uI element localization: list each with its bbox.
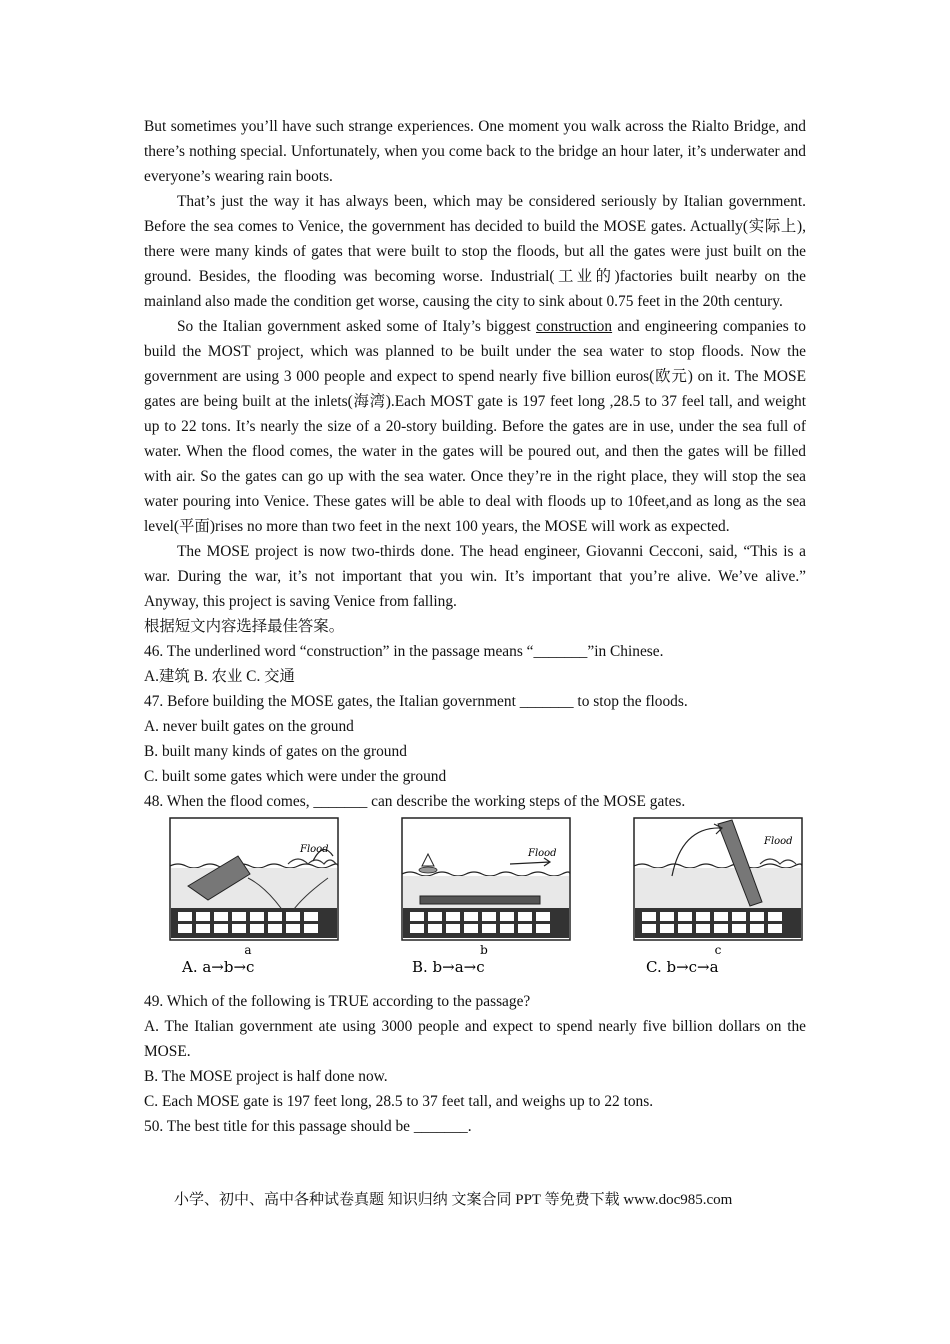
question-46: 46. The underlined word “construction” in the passage means “_______”in Chinese.: [144, 643, 664, 660]
paragraph-4: The MOSE project is now two-thirds done. The head engineer, Giovanni Cecconi, said, “This is a war. During the war, it’s not important that you win. It’s important that you’re alive. We’ve alive.” Anyway, this project is saving Venice from falling.: [144, 543, 806, 610]
paragraph-3-rest: and engineering companies to build the MOST project, which was planned to be built under the sea water to stop floods. Now the government are using 3 000 people and expect to spend nearly five billion euros(欧元) on it. The MOSE gates are being built at the inlets(海湾).Each MOST gate is 197 feet long ,28.5 to 37 feel tall, and weight up to 22 tons. It’s nearly the size of a 20-story building. Before the gates are in use, under the sea full of water. When the flood comes, the water in the gates will be poured out, and then the gates will be filled with air. So the gates can go up with the sea water. Once they’re in the right place, they will stop the sea water pouring into Venice. These gates will be able to deal with floods up to 10feet,and as long as the sea level(平面)rises no more than two feet in the next 100 years, the MOSE will work as expected.: [144, 318, 806, 535]
diagram-tag-c: c: [714, 943, 722, 957]
gate-diagrams: [144, 816, 806, 989]
paragraph-1: But sometimes you’ll have such strange experiences. One moment you walk across the Rialto Bridge, and there’s nothing special. Unfortunately, when you come back to the bridge an hour later, it’s underwater and everyone’s wearing rain boots.: [144, 118, 806, 185]
gate-diagram-c: [632, 816, 812, 986]
flood-label: Flood: [300, 844, 329, 855]
page-footer: 小学、初中、高中各种试卷真题 知识归纳 文案合同 PPT 等免费下载 www.doc985.com: [174, 1192, 733, 1208]
question-48: 48. When the flood comes, _______ can describe the working steps of the MOSE gates.: [144, 793, 686, 810]
diagram-caption-b: B. b→a→c: [412, 958, 485, 976]
question-47-option-c: C. built some gates which were under the ground: [144, 768, 447, 785]
question-50: 50. The best title for this passage should be _______.: [144, 1118, 472, 1135]
flood-label: Flood: [764, 836, 793, 847]
instruction: 根据短文内容选择最佳答案。: [144, 618, 345, 635]
underlined-word-construction: construction: [535, 318, 613, 335]
question-49-option-c: C. Each MOSE gate is 197 feet long, 28.5 to 37 feet tall, and weighs up to 22 tons.: [144, 1093, 654, 1110]
paragraph-3-start: So the Italian government asked some of Italy’s biggest: [177, 318, 536, 335]
paragraph-2: That’s just the way it has always been, which may be considered seriously by Italian government. Before the sea comes to Venice, the government has decided to build the MOSE gates. Actually(实际上), there were many kinds of gates that were built to stop the floods, but all the gates were just built on the ground. Besides, the flooding was becoming worse. Industrial(工业的)factories built nearby on the mainland also made the condition get worse, causing the city to sink about 0.75 feet in the 20th century.: [144, 193, 806, 310]
question-47-option-b: B. built many kinds of gates on the ground: [144, 743, 407, 760]
diagram-caption-c: C. b→c→a: [646, 958, 719, 976]
question-49-option-b: B. The MOSE project is half done now.: [144, 1068, 388, 1085]
diagram-tag-b: b: [480, 943, 488, 957]
gate-diagram-a: [168, 816, 348, 986]
question-49: 49. Which of the following is TRUE according to the passage?: [144, 993, 531, 1010]
diagram-tag-a: a: [244, 943, 252, 957]
question-46-options: A.建筑 B. 农业 C. 交通: [144, 668, 295, 685]
flood-label: Flood: [528, 848, 557, 859]
question-47-option-a: A. never built gates on the ground: [144, 718, 354, 735]
question-47: 47. Before building the MOSE gates, the Italian government _______ to stop the floods.: [144, 693, 688, 710]
gate-diagram-b: [400, 816, 580, 986]
document-body: [144, 114, 806, 1139]
paragraph-3: [144, 314, 806, 539]
diagram-caption-a: A. a→b→c: [182, 958, 255, 976]
question-49-option-a: A. The Italian government ate using 3000 people and expect to spend nearly five billion dollars on the MOSE.: [144, 1018, 806, 1060]
